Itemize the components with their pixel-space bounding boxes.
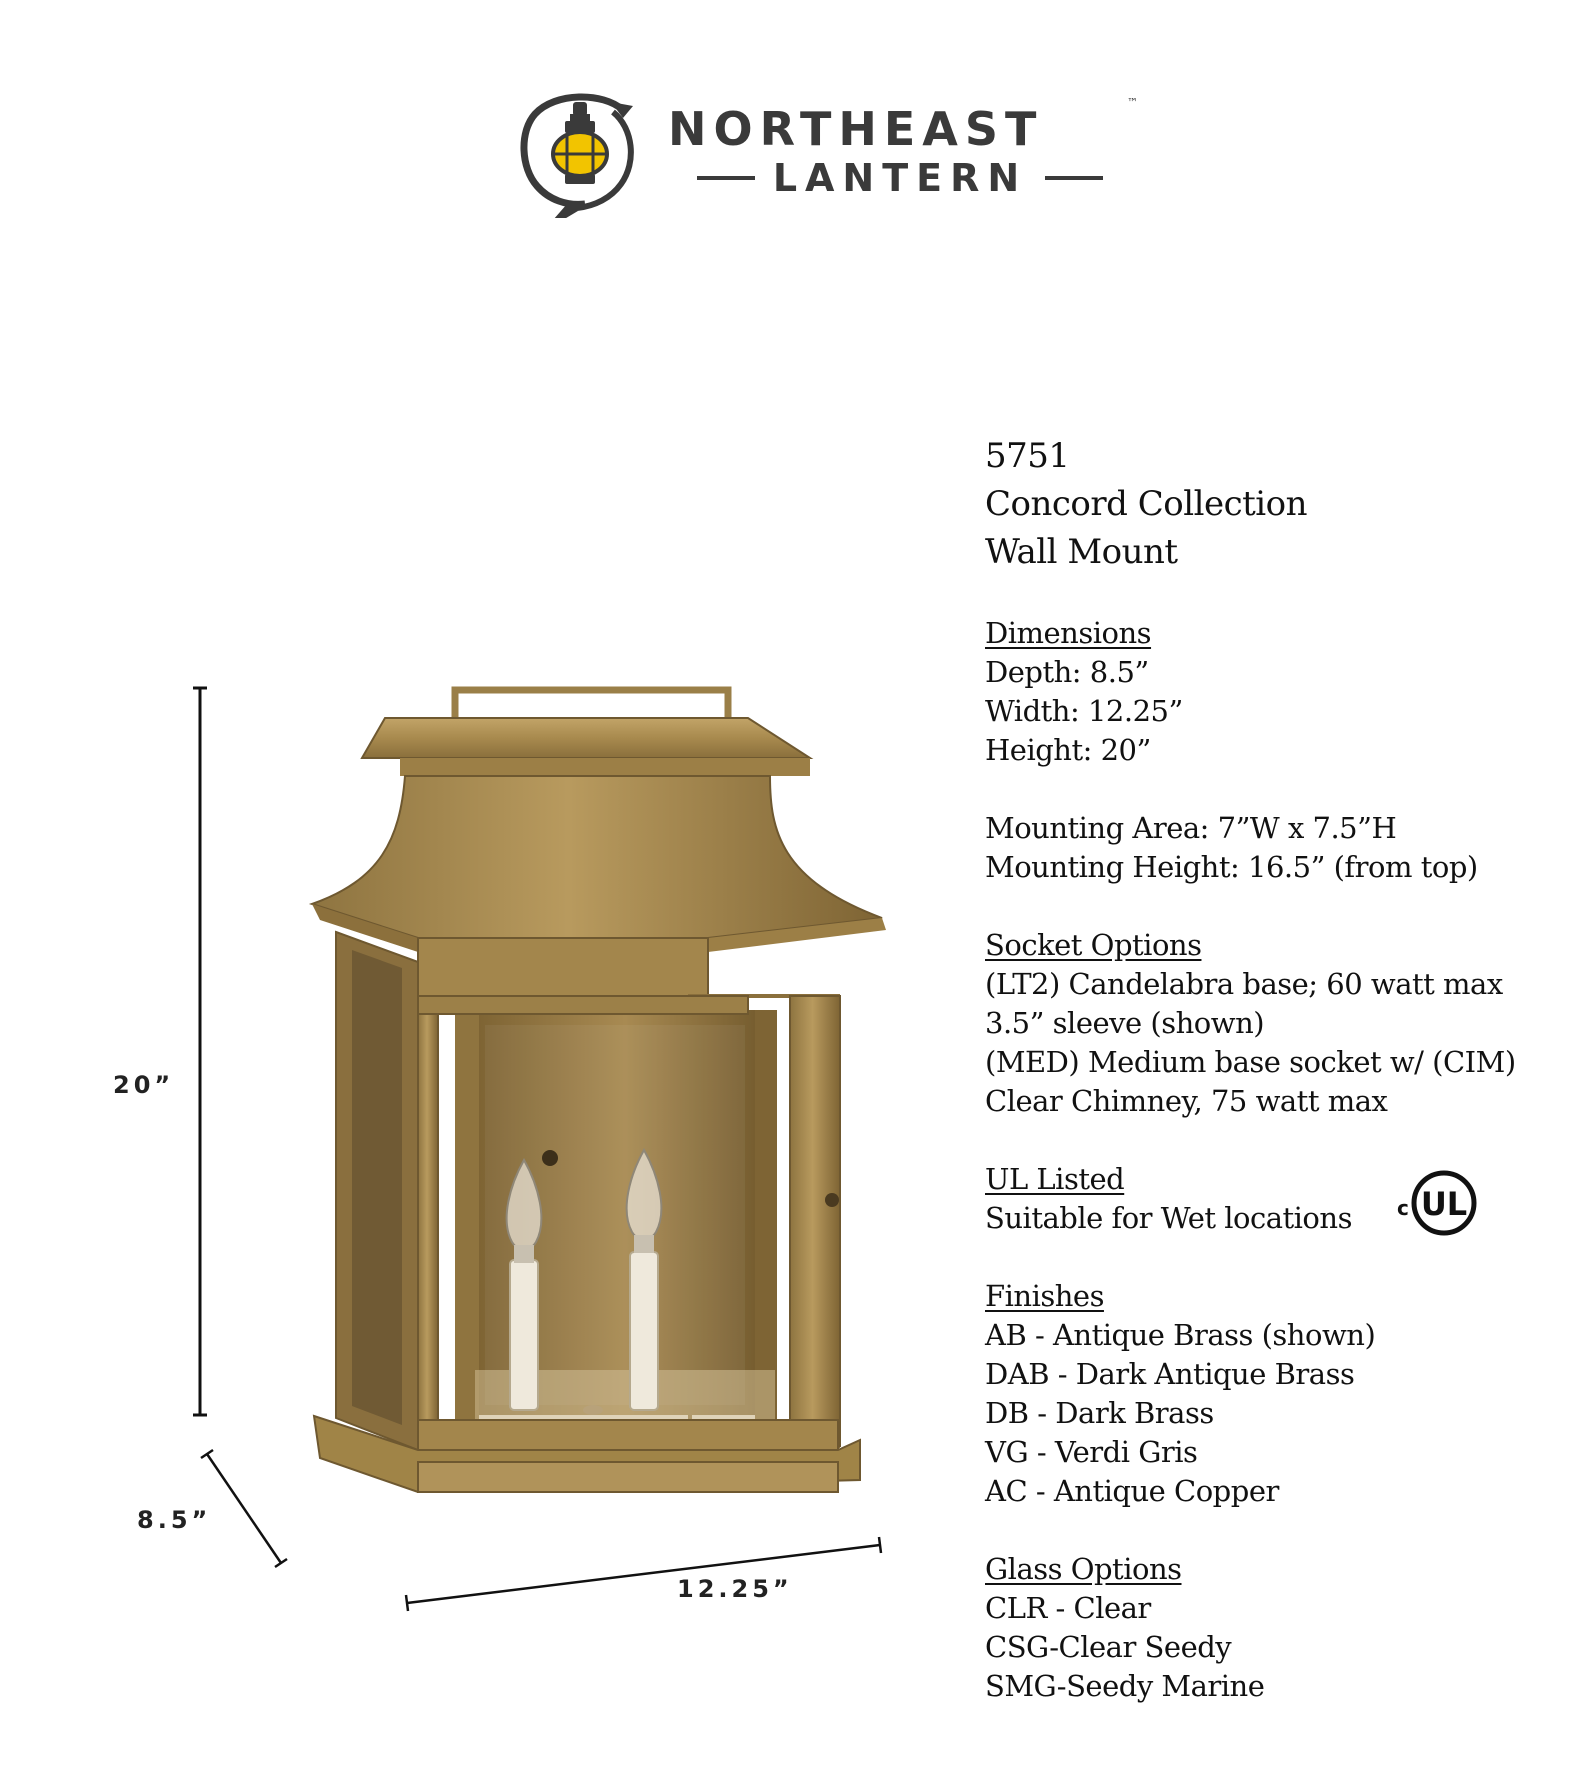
product-type: Wall Mount: [985, 532, 1178, 572]
ul-listed-mark-icon: [1392, 1167, 1482, 1239]
glass-options-heading: Glass Options: [985, 1552, 1182, 1586]
width-dimension-line: [407, 1545, 880, 1603]
socket-option-line: (MED) Medium base socket w/ (CIM): [985, 1045, 1516, 1079]
finish-item: AB - Antique Brass (shown): [985, 1318, 1376, 1352]
brand-name-bottom: LANTERN: [772, 156, 1028, 200]
ul-mark-c: c: [1397, 1196, 1409, 1220]
height-callout: 20”: [113, 1071, 175, 1099]
socket-options-section: [985, 926, 1545, 1121]
width-callout: 12.25”: [677, 1575, 793, 1603]
mounting-section: [985, 809, 1545, 887]
dimensions-heading: Dimensions: [985, 616, 1152, 650]
depth-dimension-line: [207, 1454, 281, 1563]
height-value: Height: 20”: [985, 733, 1151, 767]
mounting-area: Mounting Area: 7”W x 7.5”H: [985, 811, 1397, 845]
finish-item: VG - Verdi Gris: [985, 1435, 1198, 1469]
width-value: Width: 12.25”: [985, 694, 1183, 728]
socket-option-line: 3.5” sleeve (shown): [985, 1006, 1265, 1040]
ul-suitability: Suitable for Wet locations: [985, 1201, 1352, 1235]
finish-item: DAB - Dark Antique Brass: [985, 1357, 1355, 1391]
socket-option-line: (LT2) Candelabra base; 60 watt max: [985, 967, 1503, 1001]
glass-options-section: [985, 1550, 1545, 1706]
depth-callout: 8.5”: [137, 1506, 212, 1534]
glass-option-item: SMG-Seedy Marine: [985, 1669, 1265, 1703]
finish-item: AC - Antique Copper: [985, 1474, 1279, 1508]
socket-option-line: Clear Chimney, 75 watt max: [985, 1084, 1388, 1118]
dimensions-section: [985, 614, 1545, 770]
mounting-height: Mounting Height: 16.5” (from top): [985, 850, 1478, 884]
brand-name-top: NORTHEAST: [668, 102, 1044, 156]
finishes-section: [985, 1277, 1545, 1511]
ul-mark-letters: UL: [1420, 1185, 1468, 1223]
brand-rule-right: [1045, 176, 1103, 180]
trademark-symbol: ™: [1127, 96, 1138, 109]
product-number: 5751: [985, 436, 1070, 476]
glass-option-item: CSG-Clear Seedy: [985, 1630, 1232, 1664]
lantern-product-image: [300, 680, 900, 1540]
glass-option-item: CLR - Clear: [985, 1591, 1151, 1625]
depth-value: Depth: 8.5”: [985, 655, 1149, 689]
ul-heading: UL Listed: [985, 1162, 1125, 1196]
socket-options-heading: Socket Options: [985, 928, 1202, 962]
spec-sheet: [985, 432, 1545, 1706]
product-collection: Concord Collection: [985, 484, 1308, 524]
finish-item: DB - Dark Brass: [985, 1396, 1214, 1430]
finishes-heading: Finishes: [985, 1279, 1104, 1313]
